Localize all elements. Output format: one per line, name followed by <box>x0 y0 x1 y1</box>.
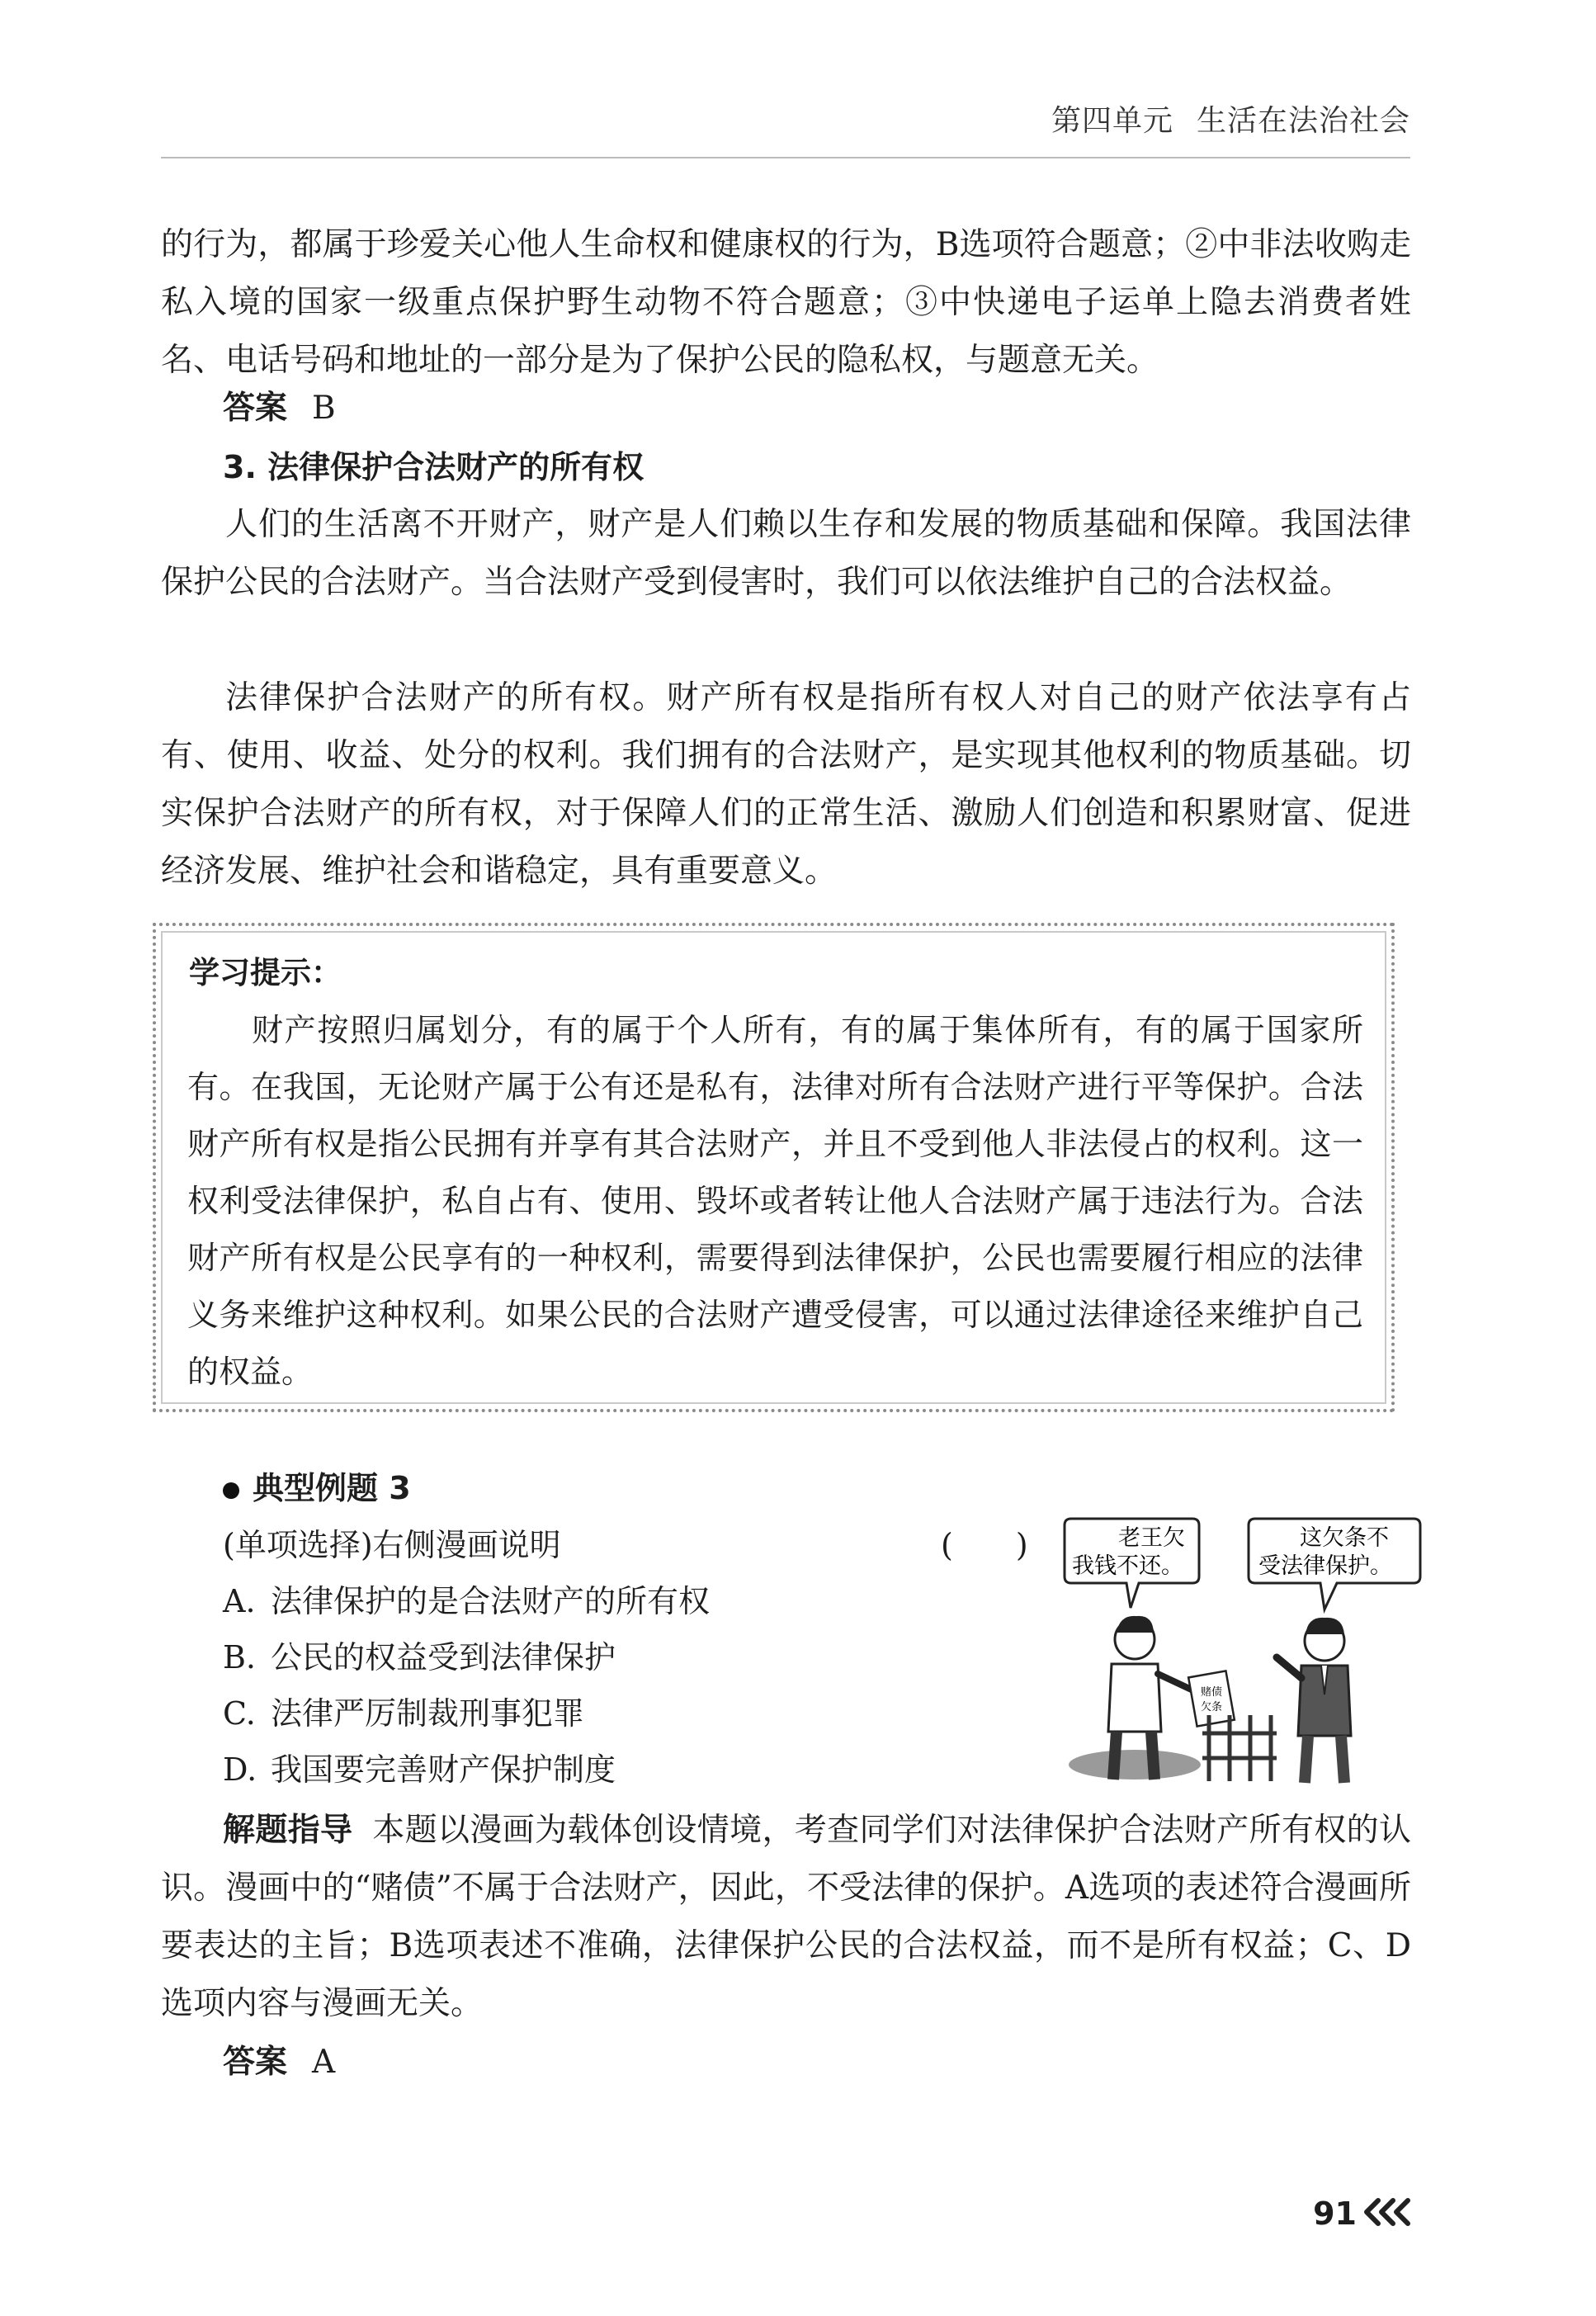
cartoon-illustration <box>1060 1517 1424 1789</box>
answer-line-2 <box>223 2034 335 2091</box>
header-unit: 第四单元 <box>1051 104 1173 138</box>
option-text: 我国要完善财产保护制度 <box>271 1751 616 1788</box>
left-bubble-line-1: 老王欠 <box>1118 1525 1185 1551</box>
left-bubble-line-2: 我钱不还。 <box>1072 1553 1183 1579</box>
page-header <box>1051 97 1410 139</box>
option-letter: D. <box>223 1751 257 1788</box>
option-text: 公民的权益受到法律保护 <box>271 1639 616 1676</box>
intro-paragraph: 的行为，都属于珍爱关心他人生命权和健康权的行为，B选项符合题意；②中非法收购走私入境的国家一级重点保护野生动物不符合题意；③中快递电子运单上隐去消费者姓名、电话号码和地址的一部分是为了保护公民的隐私权，与题意无关。 <box>161 226 1411 379</box>
study-tip-box <box>153 923 1395 1412</box>
right-man-figure <box>1277 1618 1351 1783</box>
answer-line-1 <box>223 380 336 437</box>
answer-value: B <box>312 390 336 427</box>
guide-label: 解题指导 <box>223 1812 353 1849</box>
answer-label: 答案 <box>223 2044 288 2081</box>
ground-shadow <box>1069 1750 1201 1780</box>
option-b <box>223 1629 616 1685</box>
answer-label: 答案 <box>223 390 288 427</box>
guide-text: 本题以漫画为载体创设情境，考查同学们对法律保护合法财产所有权的认识。漫画中的“赌债”不属于合法财产，因此，不受法律的保护。A选项的表述符合漫画所要表达的主旨；B选项表述不准确，法律保护公民的合法权益，而不是所有权益；C、D选项内容与漫画无关。 <box>161 1812 1411 2022</box>
option-letter: C. <box>223 1695 256 1732</box>
option-text: 法律保护的是合法财产的所有权 <box>271 1583 711 1619</box>
answer-bracket: ( ) <box>941 1527 1028 1563</box>
section-paragraph-1: 人们的生活离不开财产，财产是人们赖以生存和发展的物质基础和保障。我国法律保护公民的合法财产。当合法财产受到侵害时，我们可以依法维护自己的合法权益。 <box>161 506 1411 601</box>
chevrons-left-icon <box>1362 2195 1414 2229</box>
option-letter: A. <box>223 1583 256 1619</box>
section-heading: 3. 法律保护合法财产的所有权 <box>223 449 645 485</box>
question-stem: (单项选择)右侧漫画说明 <box>223 1527 561 1563</box>
section-paragraph-2: 法律保护合法财产的所有权。财产所有权是指所有权人对自己的财产依法享有占有、使用、收益、处分的权利。我们拥有的合法财产，是实现其他权利的物质基础。切实保护合法财产的所有权，对于保障人们的正常生活、激励人们创造和积累财富、促进经济发展、维护社会和谐稳定，具有重要意义。 <box>161 679 1411 890</box>
option-c <box>223 1685 584 1742</box>
right-bubble-line-1: 这欠条不 <box>1300 1525 1389 1551</box>
right-bubble-line-2: 受法律保护。 <box>1258 1553 1392 1579</box>
tip-title: 学习提示： <box>189 955 342 990</box>
example-heading <box>223 1463 411 1508</box>
example-heading-text: 典型例题 3 <box>253 1470 411 1506</box>
header-rule <box>161 157 1410 158</box>
solution-guide <box>161 1802 1411 2033</box>
note-line-2: 欠条 <box>1201 1701 1223 1713</box>
option-letter: B. <box>223 1639 257 1676</box>
bullet-dot-icon <box>223 1482 239 1499</box>
tip-body: 财产按照归属划分，有的属于个人所有，有的属于集体所有，有的属于国家所有。在我国，无论财产属于公有还是私有，法律对所有合法财产进行平等保护。合法财产所有权是指公民拥有并享有其合法财产，并且不受到他人非法侵占的权利。这一权利受法律保护，私自占有、使用、毁坏或者转让他人合法财产属于违法行为。合法财产所有权是公民享有的一种权利，需要得到法律保护，公民也需要履行相应的法律义务来维护这种权利。如果公民的合法财产遭受侵害，可以通过法律途径来维护自己的权益。 <box>187 1012 1363 1390</box>
note-line-1: 赌债 <box>1201 1686 1223 1699</box>
option-text: 法律严厉制裁刑事犯罪 <box>271 1695 585 1732</box>
option-d <box>223 1742 616 1798</box>
fence <box>1202 1715 1277 1781</box>
page-number: 91 <box>1313 2195 1357 2232</box>
header-title: 生活在法治社会 <box>1196 104 1410 138</box>
option-a <box>223 1573 710 1629</box>
answer-value: A <box>312 2044 336 2081</box>
